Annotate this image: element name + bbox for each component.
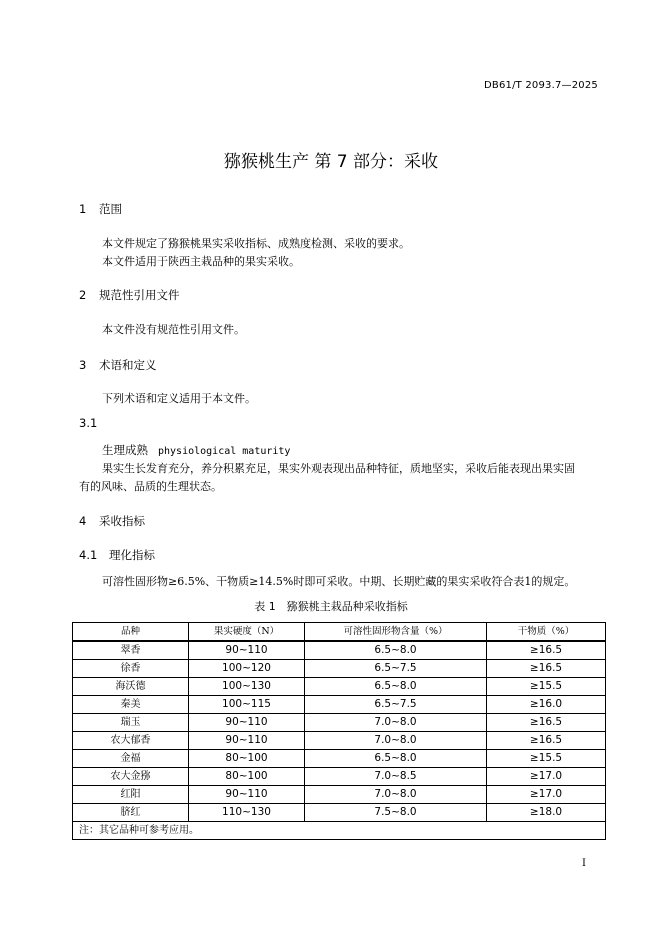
section-2-number: 2 bbox=[79, 288, 87, 302]
header-firmness: 果实硬度（N） bbox=[189, 623, 305, 642]
cell-soluble-solids: 7.0~8.0 bbox=[305, 714, 487, 732]
header-variety: 品种 bbox=[73, 623, 189, 642]
cell-variety: 红阳 bbox=[73, 786, 189, 804]
cell-dry-matter: ≥16.0 bbox=[487, 696, 606, 714]
normative-paragraph: 本文件没有规范性引用文件。 bbox=[102, 323, 245, 336]
document-code: DB61/T 2093.7—2025 bbox=[484, 80, 598, 91]
scope-paragraph-2: 本文件适用于陕西主栽品种的果实采收。 bbox=[102, 255, 300, 268]
cell-soluble-solids: 7.5~8.0 bbox=[305, 804, 487, 822]
cell-dry-matter: ≥16.5 bbox=[487, 660, 606, 678]
table-caption: 表 1 猕猴桃主栽品种采收指标 bbox=[254, 600, 408, 613]
harvest-index-table bbox=[72, 622, 606, 840]
cell-variety: 秦美 bbox=[73, 696, 189, 714]
cell-firmness: 110~130 bbox=[189, 804, 305, 822]
cell-dry-matter: ≥18.0 bbox=[487, 804, 606, 822]
page-title: 猕猴桃生产 第 7 部分：采收 bbox=[223, 152, 439, 172]
table-note: 注：其它品种可参考应用。 bbox=[73, 822, 606, 840]
section-2-title: 规范性引用文件 bbox=[99, 288, 180, 302]
cell-variety: 徐香 bbox=[73, 660, 189, 678]
cell-dry-matter: ≥16.5 bbox=[487, 714, 606, 732]
subsection-4-1-heading bbox=[79, 547, 155, 563]
table-row bbox=[73, 660, 606, 678]
header-dry-matter: 干物质（%） bbox=[487, 623, 606, 642]
table-row bbox=[73, 696, 606, 714]
table-row bbox=[73, 678, 606, 696]
section-1-number: 1 bbox=[79, 202, 87, 216]
cell-soluble-solids: 7.0~8.0 bbox=[305, 732, 487, 750]
section-3-title: 术语和定义 bbox=[99, 358, 157, 372]
cell-dry-matter: ≥17.0 bbox=[487, 768, 606, 786]
cell-soluble-solids: 7.0~8.0 bbox=[305, 786, 487, 804]
subsection-4-1-number: 4.1 bbox=[79, 548, 98, 562]
cell-variety: 农大金猕 bbox=[73, 768, 189, 786]
terms-paragraph: 下列术语和定义适用于本文件。 bbox=[102, 392, 256, 405]
section-2-heading bbox=[79, 287, 180, 303]
term-entry bbox=[102, 442, 290, 458]
cell-firmness: 90~110 bbox=[189, 714, 305, 732]
cell-variety: 海沃德 bbox=[73, 678, 189, 696]
cell-firmness: 90~110 bbox=[189, 641, 305, 660]
cell-firmness: 80~100 bbox=[189, 768, 305, 786]
table-row bbox=[73, 641, 606, 660]
term-chinese: 生理成熟 bbox=[102, 443, 148, 457]
page-number: I bbox=[582, 858, 586, 869]
section-1-title: 范围 bbox=[99, 202, 122, 216]
cell-firmness: 100~130 bbox=[189, 678, 305, 696]
cell-soluble-solids: 6.5~7.5 bbox=[305, 696, 487, 714]
cell-dry-matter: ≥16.5 bbox=[487, 732, 606, 750]
indicators-paragraph: 可溶性固形物≥6.5%、干物质≥14.5%时即可采收。中期、长期贮藏的果实采收符合表1的规定。 bbox=[102, 575, 576, 588]
table-header-row bbox=[73, 623, 606, 642]
term-3-1-number: 3.1 bbox=[79, 416, 98, 430]
table-row bbox=[73, 732, 606, 750]
scope-paragraph-1: 本文件规定了猕猴桃果实采收指标、成熟度检测、采收的要求。 bbox=[102, 237, 410, 250]
subsection-4-1-title: 理化指标 bbox=[109, 548, 155, 562]
table-note-row bbox=[73, 822, 606, 840]
section-1-heading bbox=[79, 201, 122, 217]
table-row bbox=[73, 750, 606, 768]
cell-soluble-solids: 7.0~8.5 bbox=[305, 768, 487, 786]
cell-variety: 瑞玉 bbox=[73, 714, 189, 732]
section-3-number: 3 bbox=[79, 358, 87, 372]
cell-variety: 金福 bbox=[73, 750, 189, 768]
cell-firmness: 100~115 bbox=[189, 696, 305, 714]
table-body bbox=[73, 641, 606, 822]
cell-dry-matter: ≥15.5 bbox=[487, 750, 606, 768]
cell-variety: 农大郁香 bbox=[73, 732, 189, 750]
term-definition-line-2: 有的风味、品质的生理状态。 bbox=[79, 480, 222, 493]
cell-soluble-solids: 6.5~8.0 bbox=[305, 750, 487, 768]
table-row bbox=[73, 786, 606, 804]
section-4-number: 4 bbox=[79, 514, 87, 528]
cell-firmness: 100~120 bbox=[189, 660, 305, 678]
cell-dry-matter: ≥16.5 bbox=[487, 641, 606, 660]
cell-firmness: 80~100 bbox=[189, 750, 305, 768]
section-3-heading bbox=[79, 357, 157, 373]
cell-soluble-solids: 6.5~8.0 bbox=[305, 641, 487, 660]
cell-variety: 翠香 bbox=[73, 641, 189, 660]
cell-firmness: 90~110 bbox=[189, 732, 305, 750]
header-soluble-solids: 可溶性固形物含量（%） bbox=[305, 623, 487, 642]
table-row bbox=[73, 804, 606, 822]
table-row bbox=[73, 714, 606, 732]
section-4-title: 采收指标 bbox=[99, 514, 145, 528]
cell-dry-matter: ≥15.5 bbox=[487, 678, 606, 696]
cell-soluble-solids: 6.5~8.0 bbox=[305, 678, 487, 696]
cell-variety: 脐红 bbox=[73, 804, 189, 822]
cell-soluble-solids: 6.5~7.5 bbox=[305, 660, 487, 678]
table-row bbox=[73, 768, 606, 786]
cell-firmness: 90~110 bbox=[189, 786, 305, 804]
cell-dry-matter: ≥17.0 bbox=[487, 786, 606, 804]
term-definition-line-1: 果实生长发育充分，养分积累充足，果实外观表现出品种特征，质地坚实，采收后能表现出果实固 bbox=[102, 462, 575, 475]
term-english: physiological maturity bbox=[158, 446, 291, 457]
section-4-heading bbox=[79, 513, 145, 529]
